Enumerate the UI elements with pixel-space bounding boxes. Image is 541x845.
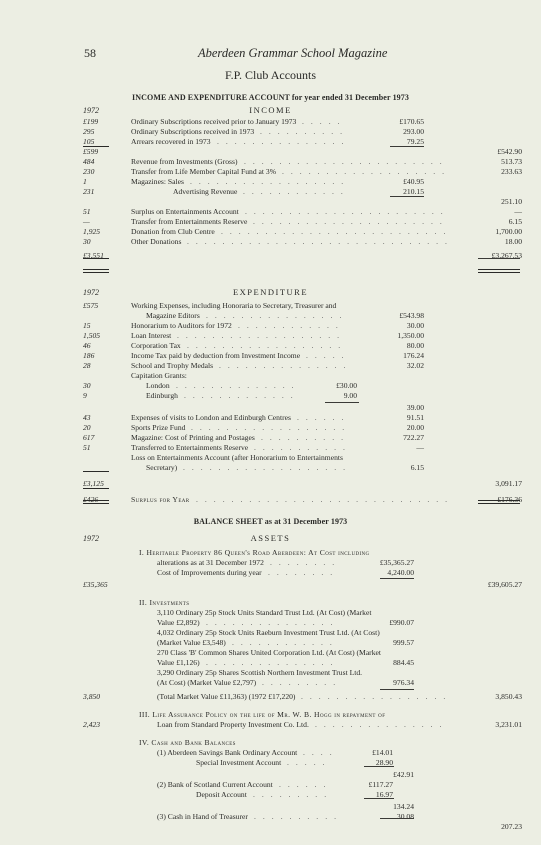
surplus-label: Surplus for Year bbox=[131, 495, 190, 504]
dot-leader: ...................... bbox=[253, 217, 449, 226]
dot-leader: ............... bbox=[206, 658, 340, 667]
dot-leader: ............ bbox=[238, 321, 345, 330]
prev-year-value: 230 bbox=[83, 167, 95, 176]
dot-leader: ............. bbox=[184, 391, 300, 400]
row-description: Magazine Editors bbox=[146, 311, 200, 320]
row-description: Sports Prize Fund bbox=[131, 423, 186, 432]
row-amount: 39.00 bbox=[406, 403, 424, 412]
row-subamount: £30.00 bbox=[336, 381, 357, 390]
dot-leader: .................. bbox=[190, 177, 351, 186]
table-row bbox=[0, 361, 541, 371]
dot-leader: ................. bbox=[301, 692, 453, 701]
row-amount: 976.34 bbox=[393, 678, 414, 687]
prev-year-value: £575 bbox=[83, 301, 99, 310]
dot-leader: ......... bbox=[253, 790, 334, 799]
table-row bbox=[0, 117, 541, 127]
prev-year-value: 51 bbox=[83, 207, 91, 216]
dot-leader: .......... bbox=[260, 127, 349, 136]
dot-leader: ............... bbox=[219, 361, 353, 370]
table-row bbox=[0, 311, 541, 321]
dot-leader: ....................... bbox=[245, 207, 450, 216]
prev-year-value: 1,925 bbox=[83, 227, 101, 236]
table-row bbox=[0, 822, 541, 832]
dot-leader: ........... bbox=[254, 443, 352, 452]
dot-leader: ................... bbox=[282, 167, 452, 176]
table-row bbox=[0, 137, 541, 147]
divider bbox=[380, 818, 414, 819]
prev-year-value: 295 bbox=[83, 127, 95, 136]
prev-year-value: 30 bbox=[83, 381, 91, 390]
balance-year-label: 1972 bbox=[83, 534, 99, 543]
prev-year-value: 15 bbox=[83, 321, 91, 330]
dot-leader: ......... bbox=[262, 678, 343, 687]
divider bbox=[390, 196, 424, 197]
table-row bbox=[0, 423, 541, 433]
table-row bbox=[0, 738, 541, 748]
table-row bbox=[0, 628, 541, 638]
table-row bbox=[0, 648, 541, 658]
row-subamount: 16.97 bbox=[375, 790, 393, 799]
table-row bbox=[0, 167, 541, 177]
row-total: 207.23 bbox=[501, 822, 522, 831]
row-description: Special Investment Account bbox=[196, 758, 282, 767]
prev-year-value: £35,365 bbox=[83, 580, 108, 589]
row-total: 233.63 bbox=[501, 167, 522, 176]
table-row bbox=[0, 790, 541, 800]
dot-leader: .................. bbox=[187, 341, 348, 350]
row-description: IV. Cash and Bank Balances bbox=[139, 738, 236, 747]
row-description: Loan from Standard Property Investment Co. Ltd. bbox=[157, 720, 309, 729]
table-row bbox=[0, 251, 541, 261]
row-amount: £990.07 bbox=[389, 618, 414, 627]
dot-leader: ................... bbox=[177, 331, 347, 340]
assets-heading: ASSETS bbox=[250, 533, 291, 543]
dot-leader: ............................. bbox=[196, 495, 455, 504]
row-amount: — bbox=[416, 443, 424, 452]
row-description: Donation from Club Centre bbox=[131, 227, 215, 236]
double-divider bbox=[478, 269, 520, 273]
row-subamount: £117.27 bbox=[368, 780, 393, 789]
row-amount: 210.15 bbox=[403, 187, 424, 196]
dot-leader: ............ bbox=[232, 638, 339, 647]
table-row bbox=[0, 331, 541, 341]
row-total: 1,700.00 bbox=[495, 227, 522, 236]
table-row bbox=[0, 692, 541, 702]
prev-year-value: £3,551 bbox=[83, 251, 104, 260]
income-heading: INCOME bbox=[249, 105, 292, 115]
page-number: 58 bbox=[84, 46, 96, 60]
dot-leader: ...... bbox=[279, 780, 333, 789]
prev-year-value: £599 bbox=[83, 147, 99, 156]
table-row bbox=[0, 197, 541, 207]
prev-year-value: 3,850 bbox=[83, 692, 101, 701]
divider bbox=[83, 258, 109, 259]
table-row bbox=[0, 812, 541, 822]
row-description: Ordinary Subscriptions received prior to January 1973 bbox=[131, 117, 297, 126]
row-amount: 30.08 bbox=[396, 812, 414, 821]
prev-year-value: 43 bbox=[83, 413, 91, 422]
dot-leader: ........ bbox=[270, 558, 342, 567]
row-amount: £543.98 bbox=[399, 311, 424, 320]
table-row bbox=[0, 720, 541, 730]
table-row bbox=[0, 207, 541, 217]
table-row bbox=[0, 638, 541, 648]
row-description: (At Cost) (Market Value £2,797) bbox=[157, 678, 257, 687]
prev-year-value: 1,505 bbox=[83, 331, 101, 340]
table-row bbox=[0, 301, 541, 311]
row-description: Loan Interest bbox=[131, 331, 172, 340]
row-total: £3,267.53 bbox=[491, 251, 522, 260]
row-amount: 6.15 bbox=[410, 463, 424, 472]
row-amount: 32.02 bbox=[406, 361, 424, 370]
row-amount: 80.00 bbox=[406, 341, 424, 350]
table-row bbox=[0, 618, 541, 628]
prev-year-value: 28 bbox=[83, 361, 91, 370]
table-row bbox=[0, 668, 541, 678]
dot-leader: ..... bbox=[287, 758, 332, 767]
assets-section bbox=[0, 548, 541, 832]
row-total: £39,605.27 bbox=[487, 580, 522, 589]
row-description: Surplus on Entertainments Account bbox=[131, 207, 239, 216]
table-row bbox=[0, 558, 541, 568]
row-amount: £40.95 bbox=[403, 177, 424, 186]
divider bbox=[364, 766, 394, 767]
row-total: 251.10 bbox=[501, 197, 522, 206]
row-description: 270 Class 'B' Common Shares United Corporation Ltd. (At Cost) (Market bbox=[157, 648, 381, 657]
prev-year-value: 9 bbox=[83, 391, 87, 400]
table-row bbox=[0, 371, 541, 381]
dot-leader: .............................. bbox=[187, 237, 454, 246]
prev-year-value: £199 bbox=[83, 117, 99, 126]
table-row bbox=[0, 453, 541, 463]
prev-year-value: 51 bbox=[83, 443, 91, 452]
prev-year-value: 30 bbox=[83, 237, 91, 246]
expenditure-year-label: 1972 bbox=[83, 288, 99, 297]
row-description: (Market Value £3,548) bbox=[157, 638, 226, 647]
table-row bbox=[0, 341, 541, 351]
row-description: School and Trophy Medals bbox=[131, 361, 214, 370]
table-row bbox=[0, 321, 541, 331]
dot-leader: ............... bbox=[206, 618, 340, 627]
main-title: F.P. Club Accounts bbox=[224, 68, 317, 82]
prev-year-value: 186 bbox=[83, 351, 95, 360]
prev-year-value: 484 bbox=[83, 157, 95, 166]
row-total: 3,091.17 bbox=[495, 479, 522, 488]
row-total: 513.73 bbox=[501, 157, 522, 166]
row-total: £542.90 bbox=[497, 147, 522, 156]
prev-year-value: 617 bbox=[83, 433, 95, 442]
row-description: Value £2,892) bbox=[157, 618, 200, 627]
table-row bbox=[0, 758, 541, 768]
dot-leader: ...... bbox=[297, 413, 351, 422]
row-amount: 4,240.00 bbox=[387, 568, 414, 577]
income-expenditure-heading: INCOME AND EXPENDITURE ACCOUNT for year ended 31 December 1973 bbox=[132, 93, 409, 102]
table-row bbox=[0, 391, 541, 401]
expenditure-heading: EXPENDITURE bbox=[232, 287, 309, 297]
dot-leader: .......................... bbox=[221, 227, 453, 236]
table-row bbox=[0, 658, 541, 668]
table-row bbox=[0, 443, 541, 453]
prev-year-value: — bbox=[83, 217, 90, 226]
row-description: Edinburgh bbox=[146, 391, 178, 400]
row-amount: 1,350.00 bbox=[397, 331, 424, 340]
row-description: (2) Bank of Scotland Current Account bbox=[157, 780, 273, 789]
row-amount: 30.00 bbox=[406, 321, 424, 330]
table-row bbox=[0, 598, 541, 608]
table-row bbox=[0, 802, 541, 812]
row-description: Value £1,126) bbox=[157, 658, 200, 667]
table-row bbox=[0, 381, 541, 391]
divider bbox=[364, 798, 394, 799]
prev-year-value: 46 bbox=[83, 341, 91, 350]
table-row bbox=[0, 463, 541, 473]
dot-leader: .................. bbox=[191, 423, 352, 432]
dot-leader: ............ bbox=[243, 187, 350, 196]
balance-sheet-heading: BALANCE SHEET as at 31 December 1973 bbox=[193, 517, 348, 526]
magazine-title: Aberdeen Grammar School Magazine bbox=[198, 46, 388, 60]
row-description: Other Donations bbox=[131, 237, 182, 246]
row-amount: £42.91 bbox=[393, 770, 414, 779]
row-description: Ordinary Subscriptions received in 1973 bbox=[131, 127, 255, 136]
row-amount: £35,365.27 bbox=[379, 558, 414, 567]
row-description: Transfer from Entertainments Reserve bbox=[131, 217, 248, 226]
prev-year-value: £426 bbox=[83, 495, 99, 504]
table-row bbox=[0, 433, 541, 443]
prev-year-value: 20 bbox=[83, 423, 91, 432]
table-row bbox=[0, 177, 541, 187]
double-divider bbox=[83, 500, 109, 504]
row-subamount: £14.01 bbox=[372, 748, 393, 757]
row-description: Working Expenses, including Honoraria to Secretary, Treasurer and bbox=[131, 301, 337, 310]
table-row bbox=[0, 237, 541, 247]
row-description: (3) Cash in Hand of Treasurer bbox=[157, 812, 248, 821]
prev-year-value: 231 bbox=[83, 187, 95, 196]
row-total: 3,231.01 bbox=[495, 720, 522, 729]
dot-leader: ........ bbox=[268, 568, 340, 577]
table-row bbox=[0, 147, 541, 157]
row-total: £176.36 bbox=[497, 495, 522, 504]
income-year-label: 1972 bbox=[83, 106, 99, 115]
row-amount: 134.24 bbox=[393, 802, 414, 811]
table-row bbox=[0, 479, 541, 489]
table-row bbox=[0, 227, 541, 237]
row-amount: 884.45 bbox=[393, 658, 414, 667]
dot-leader: ................ bbox=[206, 311, 349, 320]
row-description: Advertising Revenue bbox=[173, 187, 238, 196]
row-description: Arrears recovered in 1973 bbox=[131, 137, 211, 146]
row-description: Revenue from Investments (Gross) bbox=[131, 157, 238, 166]
prev-year-value: 2,423 bbox=[83, 720, 101, 729]
row-amount: 20.00 bbox=[406, 423, 424, 432]
income-section bbox=[0, 117, 541, 261]
row-amount: 293.00 bbox=[403, 127, 424, 136]
divider bbox=[380, 578, 414, 579]
table-row bbox=[0, 710, 541, 720]
divider bbox=[83, 146, 109, 147]
table-row bbox=[0, 608, 541, 618]
double-divider bbox=[478, 500, 520, 504]
row-description: Capitation Grants: bbox=[131, 371, 187, 380]
double-divider bbox=[83, 269, 109, 273]
row-description: 3,110 Ordinary 25p Stock Units Standard Trust Ltd. (At Cost) (Market bbox=[157, 608, 372, 617]
row-subamount: 9.00 bbox=[343, 391, 357, 400]
table-row bbox=[0, 413, 541, 423]
dot-leader: ............... bbox=[315, 720, 449, 729]
row-description: (1) Aberdeen Savings Bank Ordinary Account bbox=[157, 748, 298, 757]
table-row bbox=[0, 780, 541, 790]
table-row bbox=[0, 187, 541, 197]
row-description: London bbox=[146, 381, 170, 390]
table-row bbox=[0, 157, 541, 167]
divider bbox=[83, 471, 109, 472]
row-description: 3,290 Ordinary 25p Shares Scottish Northern Investment Trust Ltd. bbox=[157, 668, 363, 677]
table-row bbox=[0, 748, 541, 758]
row-description: III. Life Assurance Policy on the life of Mr. W. B. Hogg in repayment of bbox=[139, 710, 386, 719]
row-total: 3,850.43 bbox=[495, 692, 522, 701]
row-description: Secretary) bbox=[146, 463, 178, 472]
row-description: II. Investments bbox=[139, 598, 190, 607]
table-row bbox=[0, 580, 541, 590]
row-amount: £170.65 bbox=[399, 117, 424, 126]
dot-leader: .............. bbox=[176, 381, 301, 390]
table-row bbox=[0, 568, 541, 578]
row-description: Magazine: Cost of Printing and Postages bbox=[131, 433, 255, 442]
table-row bbox=[0, 678, 541, 688]
row-description: (Total Market Value £11,363) (1972 £17,220) bbox=[157, 692, 296, 701]
table-row bbox=[0, 127, 541, 137]
dot-leader: ....................... bbox=[244, 157, 449, 166]
row-description: I. Heritable Property 86 Queen's Road Aberdeen: At Cost including bbox=[139, 548, 370, 557]
dot-leader: .......... bbox=[261, 433, 350, 442]
row-description: 4,032 Ordinary 25p Stock Units Raeburn Investment Trust Ltd. (At Cost) bbox=[157, 628, 380, 637]
table-row bbox=[0, 217, 541, 227]
divider bbox=[380, 689, 414, 690]
dot-leader: .......... bbox=[254, 812, 343, 821]
row-description: Transfer from Life Member Capital Fund at 3% bbox=[131, 167, 277, 176]
row-description: Expenses of visits to London and Edinburgh Centres bbox=[131, 413, 291, 422]
row-amount: 79.25 bbox=[406, 137, 424, 146]
prev-year-value: 105 bbox=[83, 137, 95, 146]
row-total: — bbox=[514, 207, 522, 216]
table-row bbox=[0, 351, 541, 361]
row-description: Honorarium to Auditors for 1972 bbox=[131, 321, 232, 330]
prev-year-value: £3,125 bbox=[83, 479, 104, 488]
row-description: Corporation Tax bbox=[131, 341, 181, 350]
divider bbox=[390, 146, 424, 147]
table-row bbox=[0, 403, 541, 413]
dot-leader: .... bbox=[303, 748, 339, 757]
row-description: alterations as at 31 December 1972 bbox=[157, 558, 264, 567]
row-amount: 722.27 bbox=[403, 433, 424, 442]
dot-leader: ............... bbox=[217, 137, 351, 146]
prev-year-value: 1 bbox=[83, 177, 87, 186]
divider bbox=[325, 402, 359, 403]
row-description: Deposit Account bbox=[196, 790, 247, 799]
dot-leader: ................... bbox=[183, 463, 353, 472]
expenditure-section bbox=[0, 301, 541, 505]
divider bbox=[478, 258, 520, 259]
row-amount: 91.51 bbox=[406, 413, 424, 422]
table-row bbox=[0, 548, 541, 558]
row-amount: 176.24 bbox=[403, 351, 424, 360]
row-description: Magazines: Sales bbox=[131, 177, 184, 186]
row-total: 6.15 bbox=[508, 217, 522, 226]
row-amount: 999.57 bbox=[393, 638, 414, 647]
divider bbox=[83, 488, 109, 489]
row-description: Loss on Entertainments Account (after Honorarium to Entertainments bbox=[131, 453, 343, 462]
row-description: Income Tax paid by deduction from Investment Income bbox=[131, 351, 301, 360]
table-row bbox=[0, 495, 541, 505]
row-description: Cost of Improvements during year bbox=[157, 568, 262, 577]
dot-leader: ..... bbox=[302, 117, 347, 126]
table-row bbox=[0, 770, 541, 780]
row-total: 18.00 bbox=[504, 237, 522, 246]
dot-leader: ..... bbox=[306, 351, 351, 360]
row-description: Transferred to Entertainments Reserve bbox=[131, 443, 249, 452]
row-subamount: 28.90 bbox=[375, 758, 393, 767]
